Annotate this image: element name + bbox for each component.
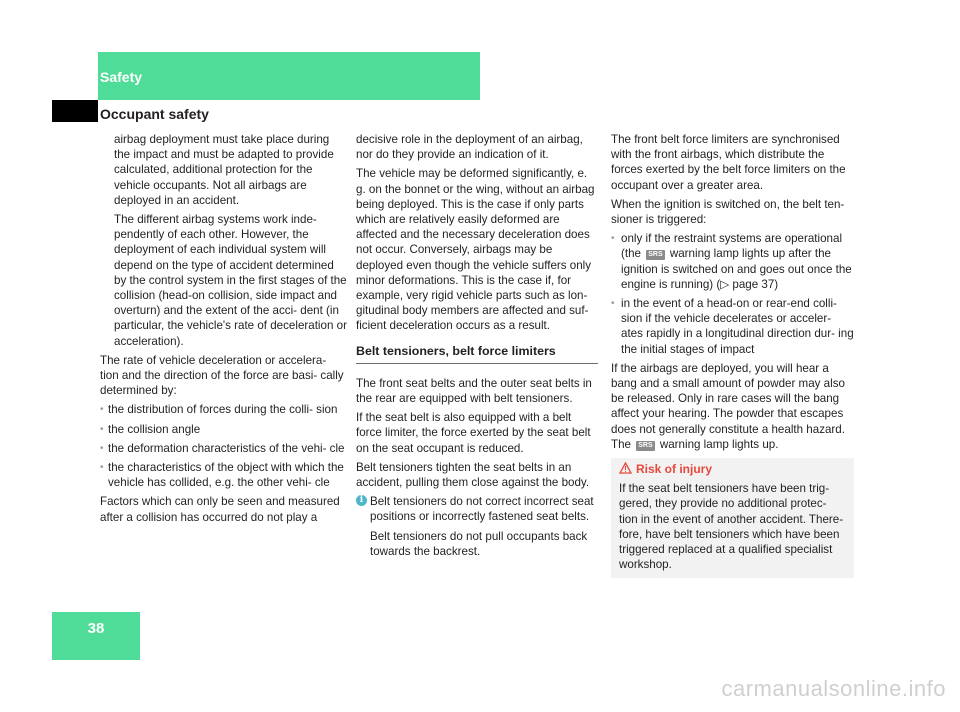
list-item: • the deformation characteristics of the vehi- cle [100,441,347,456]
paragraph: When the ignition is switched on, the belt ten- sioner is triggered: [611,197,845,227]
list-item [611,231,854,292]
paragraph: Belt tensioners tighten the seat belts in an accident, pulling them close against the body. [356,460,590,490]
paragraph: The rate of vehicle deceleration or accelera- tion and the direction of the force are basi- cally determined by: [100,353,344,398]
column-right [611,132,854,578]
paragraph: The front seat belts and the outer seat belts in the rear are equipped with belt tensioners. [356,376,592,406]
paragraph [611,437,854,452]
paragraph: The different airbag systems work inde- pendently of each other. However, the deployment of each individual system will depend on the type of accident determined by the control system in the first stages of the collision (head-on collision, side impact and overturn) and the extent of the acci- dent (in particular, the vehicle's rate of deceleration or acceleration). [114,213,347,348]
paragraph: decisive role in the deployment of an airbag, nor do they provide an indication of it. [356,133,583,162]
srs-warning-lamp-icon: SRS [648,251,663,259]
item-text: warning lamp lights up after the ignition is switched on and goes out once the engine is running) (▷ page 37) [621,247,852,291]
paragraph-text: warning lamp lights up. [659,437,779,451]
bullet-list [100,402,347,490]
column-left [100,132,347,529]
paragraph: The vehicle may be deformed significantly, e. g. on the bonnet or the wing, without an airbag being deployed. This is the case if only parts which are relatively easily deformed are affected and the necessary deceleration does not occur. Conversely, airbags may be deployed even though the vehicle suffers only minor deformations. This is the case if, for example, very rigid vehicle parts such as lon- gitudinal body members are affected and suf- ficient deceleration occurs as a result. [356,167,595,333]
srs-warning-lamp-icon: SRS [638,441,653,449]
warning-triangle-icon [619,462,632,478]
item-text: only if the restraint systems are operational (the [621,232,843,261]
list-item: • the characteristics of the object with which the vehicle has collided, e.g. the other vehi- cle [100,460,347,490]
list-item: • in the event of a head-on or rear-end colli- sion if the vehicle decelerates or acceler- ates rapidly in a longitudinal direction dur- ing the initial stages of impact [611,296,854,357]
info-icon: i [356,495,367,506]
chapter-title: Occupant safety [100,106,209,122]
paragraph: The front belt force limiters are synchronised with the front airbags, which distribute the forces exerted by the belt force limiters on the occupant over a greater area. [611,133,846,192]
section-title: Safety [100,69,143,85]
warning-heading [619,462,846,478]
bullet-list [611,231,854,357]
chapter-marker [52,100,98,122]
note-text: Belt tensioners do not correct incorrect seat positions or incorrectly fastened seat belts. [370,495,594,524]
paragraph: airbag deployment must take place during the impact and must be adapted to provide calculated, additional protection for the vehicle occupants. Not all airbags are deployed in an accident. [114,133,334,207]
warning-title: Risk of injury [636,462,713,477]
warning-box [611,458,854,578]
paragraph: If the airbags are deployed, you will hear a bang and a small amount of powder may also be released. Only in rare cases will the bang affect your hearing. The powder that escapes does not generally constitute a health hazard. [611,361,845,436]
section-tab [98,52,480,100]
list-item: • the distribution of forces during the colli- sion [100,402,347,417]
page-number: 38 [87,620,105,637]
list-item: • the collision angle [100,422,347,437]
info-note [356,494,598,559]
paragraph-text: The [611,437,631,451]
section-heading: Belt tensioners, belt force limiters [356,344,598,364]
watermark: carmanualsonline.info [721,676,946,701]
column-middle [356,132,598,563]
note-text: Belt tensioners do not pull occupants back towards the backrest. [370,529,588,558]
paragraph: If the seat belt is also equipped with a belt force limiter, the force exerted by the seat belt on the seat occupant is reduced. [356,411,591,455]
warning-text: If the seat belt tensioners have been trig- gered, they provide no additional protec- tion in the event of another accident. There- fore, have belt tensioners which have been triggered replaced at a qualified specialist workshop. [619,482,844,572]
paragraph: Factors which can only be seen and measured after a collision has occurred do not play a [100,495,340,524]
